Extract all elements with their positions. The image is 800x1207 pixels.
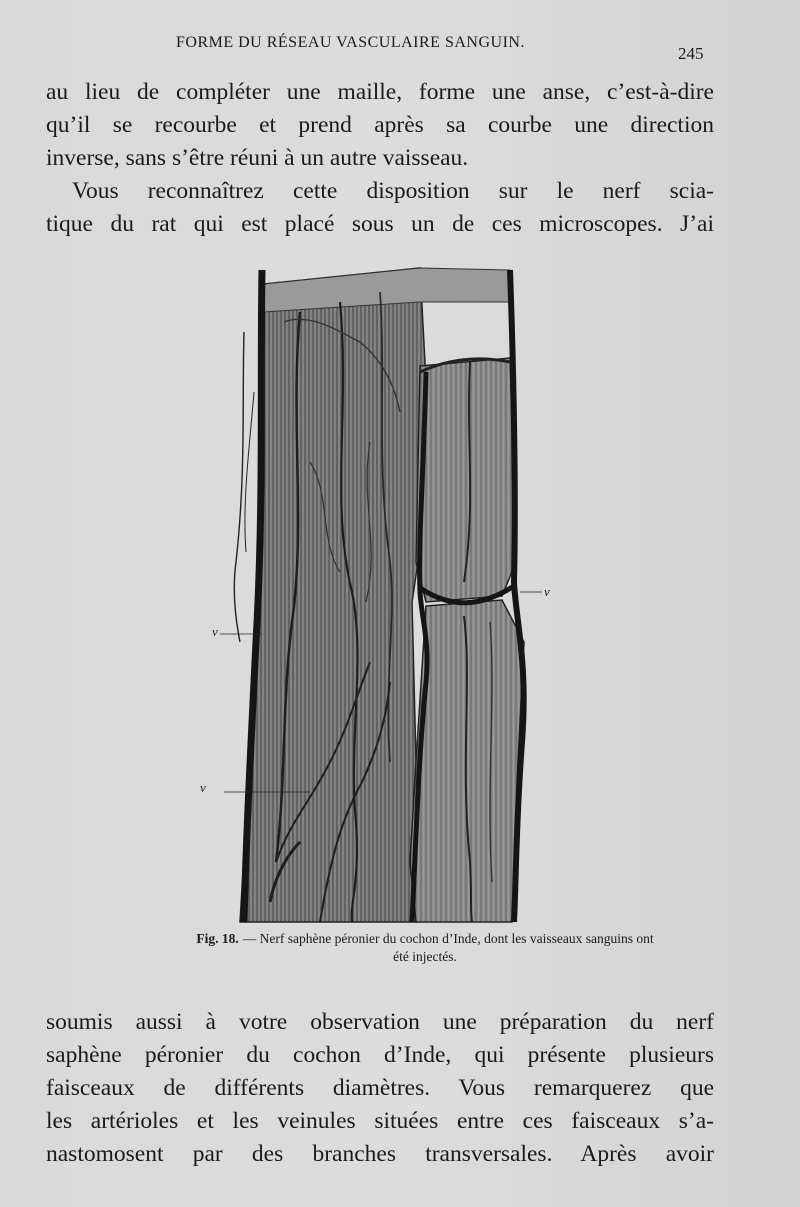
figure-label-v: v <box>200 780 206 795</box>
caption-text: — Nerf saphène péronier du cochon d’Inde, dont les vaisseaux sanguins ont été injectés. <box>242 931 654 964</box>
figure-label-v: v <box>212 624 218 639</box>
paragraph-top <box>46 76 714 241</box>
page-number: 245 <box>678 44 704 63</box>
paragraph-bottom <box>46 1006 714 1171</box>
nerve-illustration <box>180 262 550 926</box>
figure-number: Fig. 18. <box>196 931 239 946</box>
text-line: tique du rat qui est placé sous un de ces microscopes. J’ai <box>46 211 714 237</box>
text-line: qu’il se recourbe et prend après sa courbe une direction <box>46 112 714 138</box>
text-line: au lieu de compléter une maille, forme une anse, c’est-à-dire <box>46 79 714 105</box>
text-line: soumis aussi à votre observation une préparation du nerf <box>46 1009 714 1035</box>
text-line: nastomosent par des branches transversales. Après avoir <box>46 1141 714 1167</box>
text-line: saphène péronier du cochon d’Inde, qui présente plusieurs <box>46 1042 714 1068</box>
running-title: FORME DU RÉSEAU VASCULAIRE SANGUIN. <box>176 34 525 51</box>
text-line: Vous reconnaîtrez cette disposition sur le nerf scia- <box>72 178 714 204</box>
figure-label-v: v <box>544 584 550 599</box>
figure-caption <box>190 930 660 966</box>
text-line: inverse, sans s’être réuni à un autre vaisseau. <box>46 145 469 171</box>
text-line: les artérioles et les veinules situées entre ces faisceaux s’a- <box>46 1108 714 1134</box>
nerve-engraving-svg <box>180 262 550 926</box>
text-line: faisceaux de différents diamètres. Vous remarquerez que <box>46 1075 714 1101</box>
